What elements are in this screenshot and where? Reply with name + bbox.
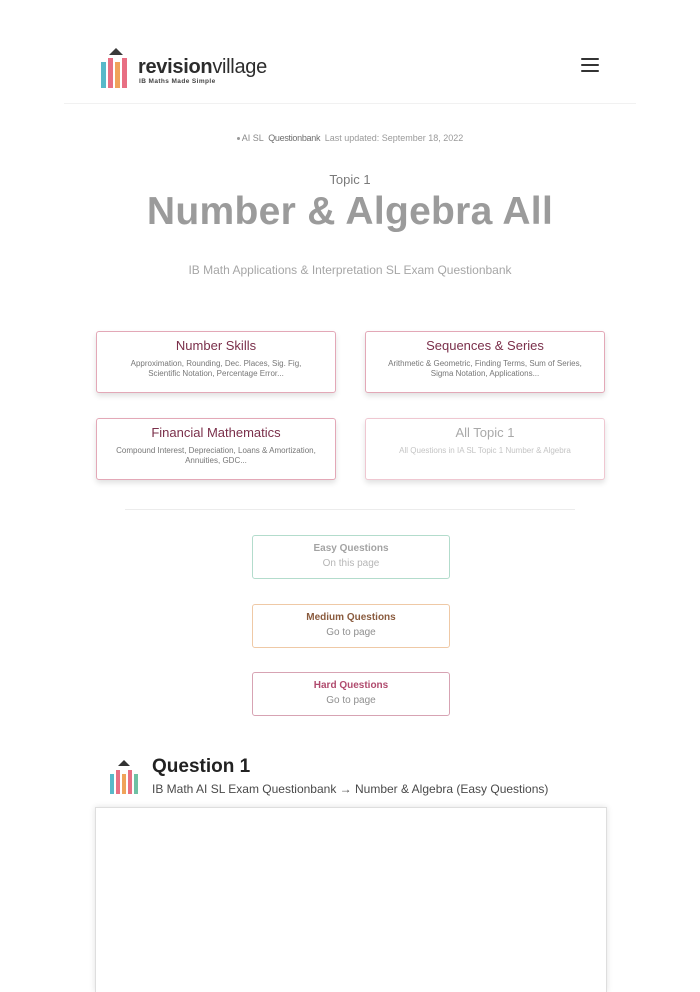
level-subtitle: Go to page <box>326 627 376 638</box>
hamburger-menu-icon[interactable] <box>581 58 599 72</box>
card-title: Number Skills <box>175 338 257 353</box>
card-financial-mathematics[interactable] <box>96 418 336 480</box>
question-source: IB Math AI SL Exam Questionbank → Number & Algebra (Easy Questions) <box>152 782 549 796</box>
brand-name-light: village <box>212 56 267 78</box>
last-updated-text: Last updated: September 18, 2022 <box>324 133 464 143</box>
topic-label: Topic 1 <box>329 172 371 187</box>
breadcrumb-bullet-icon <box>237 137 240 140</box>
brand-tagline: IB Maths Made Simple <box>139 78 216 85</box>
breadcrumb-item-ai-sl[interactable]: AI SL <box>241 133 264 143</box>
level-title: Medium Questions <box>306 612 396 623</box>
question-logo-icon <box>108 760 140 796</box>
brand-name <box>138 56 267 78</box>
site-logo[interactable] <box>100 48 267 92</box>
page-title: Number & Algebra All <box>146 190 554 233</box>
card-description: All Questions in IA SL Topic 1 Number & Algebra <box>399 446 571 455</box>
page-subtitle: IB Math Applications & Interpretation SL Exam Questionbank <box>188 263 512 277</box>
level-title: Hard Questions <box>313 680 389 691</box>
card-title: Sequences & Series <box>426 338 544 353</box>
brand-name-bold: revision <box>138 56 213 78</box>
question-content-box <box>95 807 607 992</box>
question-title: Question 1 <box>152 756 251 777</box>
level-subtitle: Go to page <box>326 695 376 706</box>
hard-questions-button[interactable] <box>252 672 450 716</box>
medium-questions-button[interactable] <box>252 604 450 648</box>
card-title: All Topic 1 <box>455 425 515 440</box>
card-description: Compound Interest, Depreciation, Loans & Amortization, Annuities, GDC... <box>116 446 316 465</box>
card-sequences-series[interactable] <box>365 331 605 393</box>
breadcrumb <box>0 133 700 143</box>
card-number-skills[interactable] <box>96 331 336 393</box>
card-description: Arithmetic & Geometric, Finding Terms, Sum of Series, Sigma Notation, Applications... <box>388 359 582 378</box>
card-title: Financial Mathematics <box>151 425 281 440</box>
revision-village-logo-icon <box>100 48 134 92</box>
breadcrumb-item-questionbank[interactable]: Questionbank <box>268 133 321 143</box>
card-description: Approximation, Rounding, Dec. Places, Sig. Fig, Scientific Notation, Percentage Error... <box>130 359 302 378</box>
card-all-topic-1[interactable] <box>365 418 605 480</box>
easy-questions-button[interactable] <box>252 535 450 579</box>
site-header <box>64 0 636 104</box>
level-title: Easy Questions <box>313 543 389 554</box>
section-divider <box>125 509 575 510</box>
level-subtitle: On this page <box>322 558 380 569</box>
